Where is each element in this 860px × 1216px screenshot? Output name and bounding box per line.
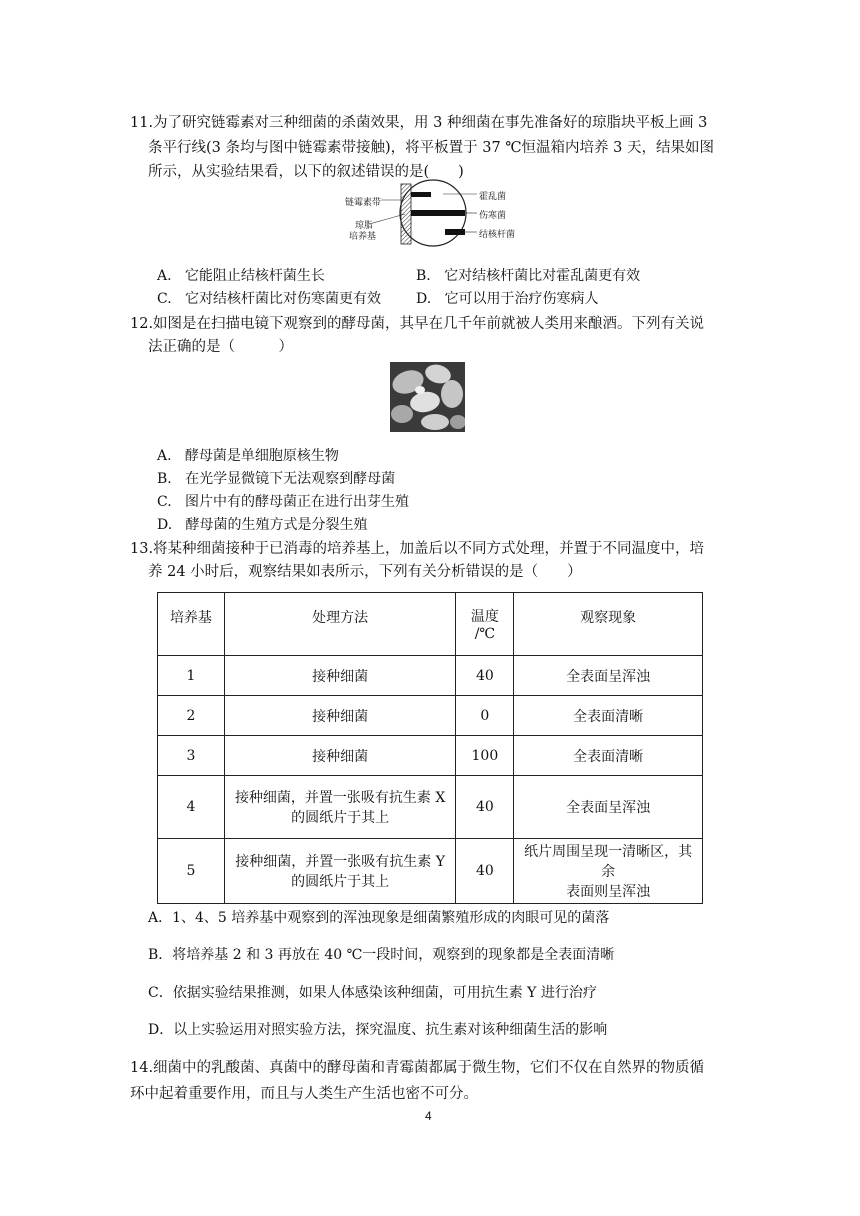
streak-typhoid [411,210,465,216]
q12-option-d: D. 酵母菌的生殖方式是分裂生殖 [157,517,368,533]
label-cholera: 霍乱菌 [479,192,507,202]
table-row: 1 接种细菌 40 全表面呈浑浊 [158,656,703,696]
streak-tuberculosis [445,229,465,235]
q12-option-c: C. 图片中有的酵母菌正在进行出芽生殖 [157,494,410,510]
q12-option-a: A. 酵母菌是单细胞原核生物 [157,448,339,464]
yeast-sem-image [390,362,465,432]
q13-line-1: 13.将某种细菌接种于已消毒的培养基上，加盖后以不同方式处理，并置于不同温度中，培 [130,541,705,557]
table-row: 4 接种细菌，并置一张吸有抗生素 X 的圆纸片于其上 40 全表面呈浑浊 [158,776,703,839]
q11-line-2: 条平行线(3 条均与图中链霉素带接触)，将平板置于 37 ℃恒温箱内培养 3 天，结果如图 [148,140,714,156]
table-row: 5 接种细菌，并置一张吸有抗生素 Y 的圆纸片于其上 40 纸片周围呈现一清晰区，其余 表面则呈浑浊 [158,839,703,904]
table-header-row [158,593,703,656]
label-typhoid: 伤寒菌 [479,211,507,221]
q13-option-b: B．将培养基 2 和 3 再放在 40 ℃一段时间，观察到的现象都是全表面清晰 [148,947,615,963]
q13-option-a: A．1、4、5 培养基中观察到的浑浊现象是细菌繁殖形成的肉眼可见的菌落 [148,910,610,926]
q13-option-d: D．以上实验运用对照实验方法，探究温度、抗生素对该种细菌生活的影响 [148,1022,608,1038]
page-number: 4 [425,1109,432,1123]
q11-option-b: B. 它对结核杆菌比对霍乱菌更有效 [416,268,641,284]
table-row: 2 接种细菌 0 全表面清晰 [158,696,703,736]
header-method: 处理方法 [224,593,456,656]
header-temperature: 温度 /℃ [456,593,514,656]
q13-option-c: C．依据实验结果推测，如果人体感染该种细菌，可用抗生素 Y 进行治疗 [148,985,597,1001]
q14-line-2: 环中起着重要作用，而且与人类生产生活也密不可分。 [130,1086,478,1102]
table-row: 3 接种细菌 100 全表面清晰 [158,736,703,776]
q13-line-2: 养 24 小时后，观察结果如表所示，下列有关分析错误的是（ ） [148,564,582,580]
q11-line-3: 所示，从实验结果看，以下的叙述错误的是( ) [148,164,464,180]
results-table [157,592,703,904]
label-tuberculosis: 结核杆菌 [479,230,516,240]
header-observation: 观察现象 [514,593,703,656]
q12-line-2: 法正确的是（ ） [148,339,293,355]
label-streptomycin-strip: 链霉素带 [345,198,382,208]
label-medium: 培养基 [349,232,377,242]
q12-line-1: 12.如图是在扫描电镜下观察到的酵母菌，其早在几千年前就被人类用来酿酒。下列有关说 [130,316,705,332]
q11-figure [345,178,525,250]
streak-cholera [411,192,431,197]
header-medium: 培养基 [158,593,225,656]
q14-line-1: 14.细菌中的乳酸菌、真菌中的酵母菌和青霉菌都属于微生物，它们不仅在自然界的物质循 [130,1060,705,1076]
label-agar: 琼脂 [355,221,374,231]
q12-option-b: B. 在光学显微镜下无法观察到酵母菌 [157,471,396,487]
q11-option-c: C. 它对结核杆菌比对伤寒菌更有效 [157,291,382,307]
q11-line-1: 11.为了研究链霉素对三种细菌的杀菌效果，用 3 种细菌在事先准备好的琼脂块平板上画 3 [130,115,708,131]
streptomycin-strip [401,184,411,244]
q11-option-a: A. 它能阻止结核杆菌生长 [157,268,325,284]
q11-option-d: D. 它可以用于治疗伤寒病人 [416,291,599,307]
